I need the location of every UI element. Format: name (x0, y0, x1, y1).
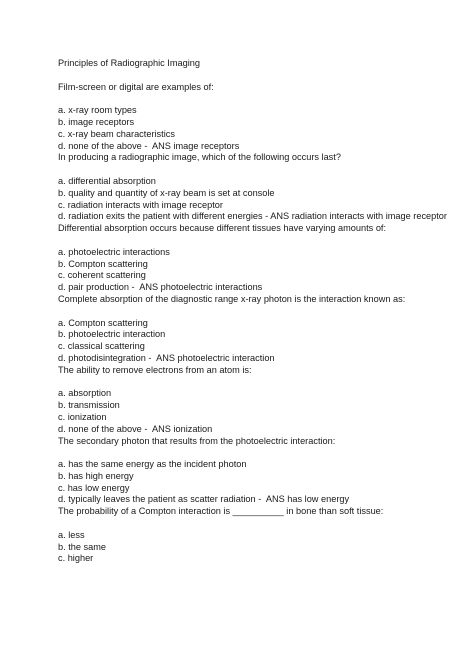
answer-option: d. radiation exits the patient with different energies - ANS radiation interacts with image receptor (58, 211, 447, 222)
answer-option: a. has the same energy as the incident photon (58, 459, 247, 470)
question-prompt: Complete absorption of the diagnostic range x-ray photon is the interaction known as: (58, 293, 406, 304)
answer-option: b. transmission (58, 400, 120, 411)
answer-option: c. x-ray beam characteristics (58, 128, 175, 139)
question-prompt: In producing a radiographic image, which of the following occurs last? (58, 152, 341, 163)
spacer (58, 518, 458, 530)
question-prompt: The ability to remove electrons from an atom is: (58, 364, 252, 375)
answer-option: d. none of the above - ANS image receptors (58, 140, 240, 151)
answer-option: d. none of the above - ANS ionization (58, 423, 213, 434)
spacer (58, 377, 458, 389)
spacer (58, 164, 458, 176)
spacer (58, 235, 458, 247)
answer-option: c. radiation interacts with image receptor (58, 199, 223, 210)
spacer (58, 93, 458, 105)
answer-option: b. Compton scattering (58, 258, 148, 269)
answer-option: c. coherent scattering (58, 270, 146, 281)
answer-option: a. absorption (58, 388, 112, 399)
answer-option: c. classical scattering (58, 341, 145, 352)
answer-option: d. typically leaves the patient as scatter radiation - ANS has low energy (58, 494, 350, 505)
answer-option: b. image receptors (58, 116, 135, 127)
answer-option: c. higher (58, 553, 94, 564)
answer-option: a. Compton scattering (58, 317, 148, 328)
answer-option: a. differential absorption (58, 175, 156, 186)
answer-option: b. the same (58, 541, 107, 552)
answer-option: c. has low energy (58, 482, 130, 493)
answer-option: b. has high energy (58, 470, 134, 481)
answer-option: d. photodisintegration - ANS photoelectric interaction (58, 352, 275, 363)
question-prompt: The probability of a Compton interaction is __________ in bone than soft tissue: (58, 506, 384, 517)
answer-option: a. x-ray room types (58, 105, 137, 116)
question-prompt: The secondary photon that results from the photoelectric interaction: (58, 435, 336, 446)
answer-option: c. ionization (58, 411, 107, 422)
spacer (58, 306, 458, 318)
spacer (58, 447, 458, 459)
document-page (58, 58, 458, 565)
question-prompt: Differential absorption occurs because different tissues have varying amounts of: (58, 223, 387, 234)
answer-option: b. quality and quantity of x-ray beam is set at console (58, 187, 275, 198)
answer-option: b. photoelectric interaction (58, 329, 166, 340)
answer-option: a. less (58, 529, 85, 540)
answer-option: d. pair production - ANS photoelectric interactions (58, 282, 263, 293)
answer-option: a. photoelectric interactions (58, 246, 170, 257)
question-prompt: Film-screen or digital are examples of: (58, 81, 214, 92)
document-title: Principles of Radiographic Imaging (58, 58, 200, 68)
